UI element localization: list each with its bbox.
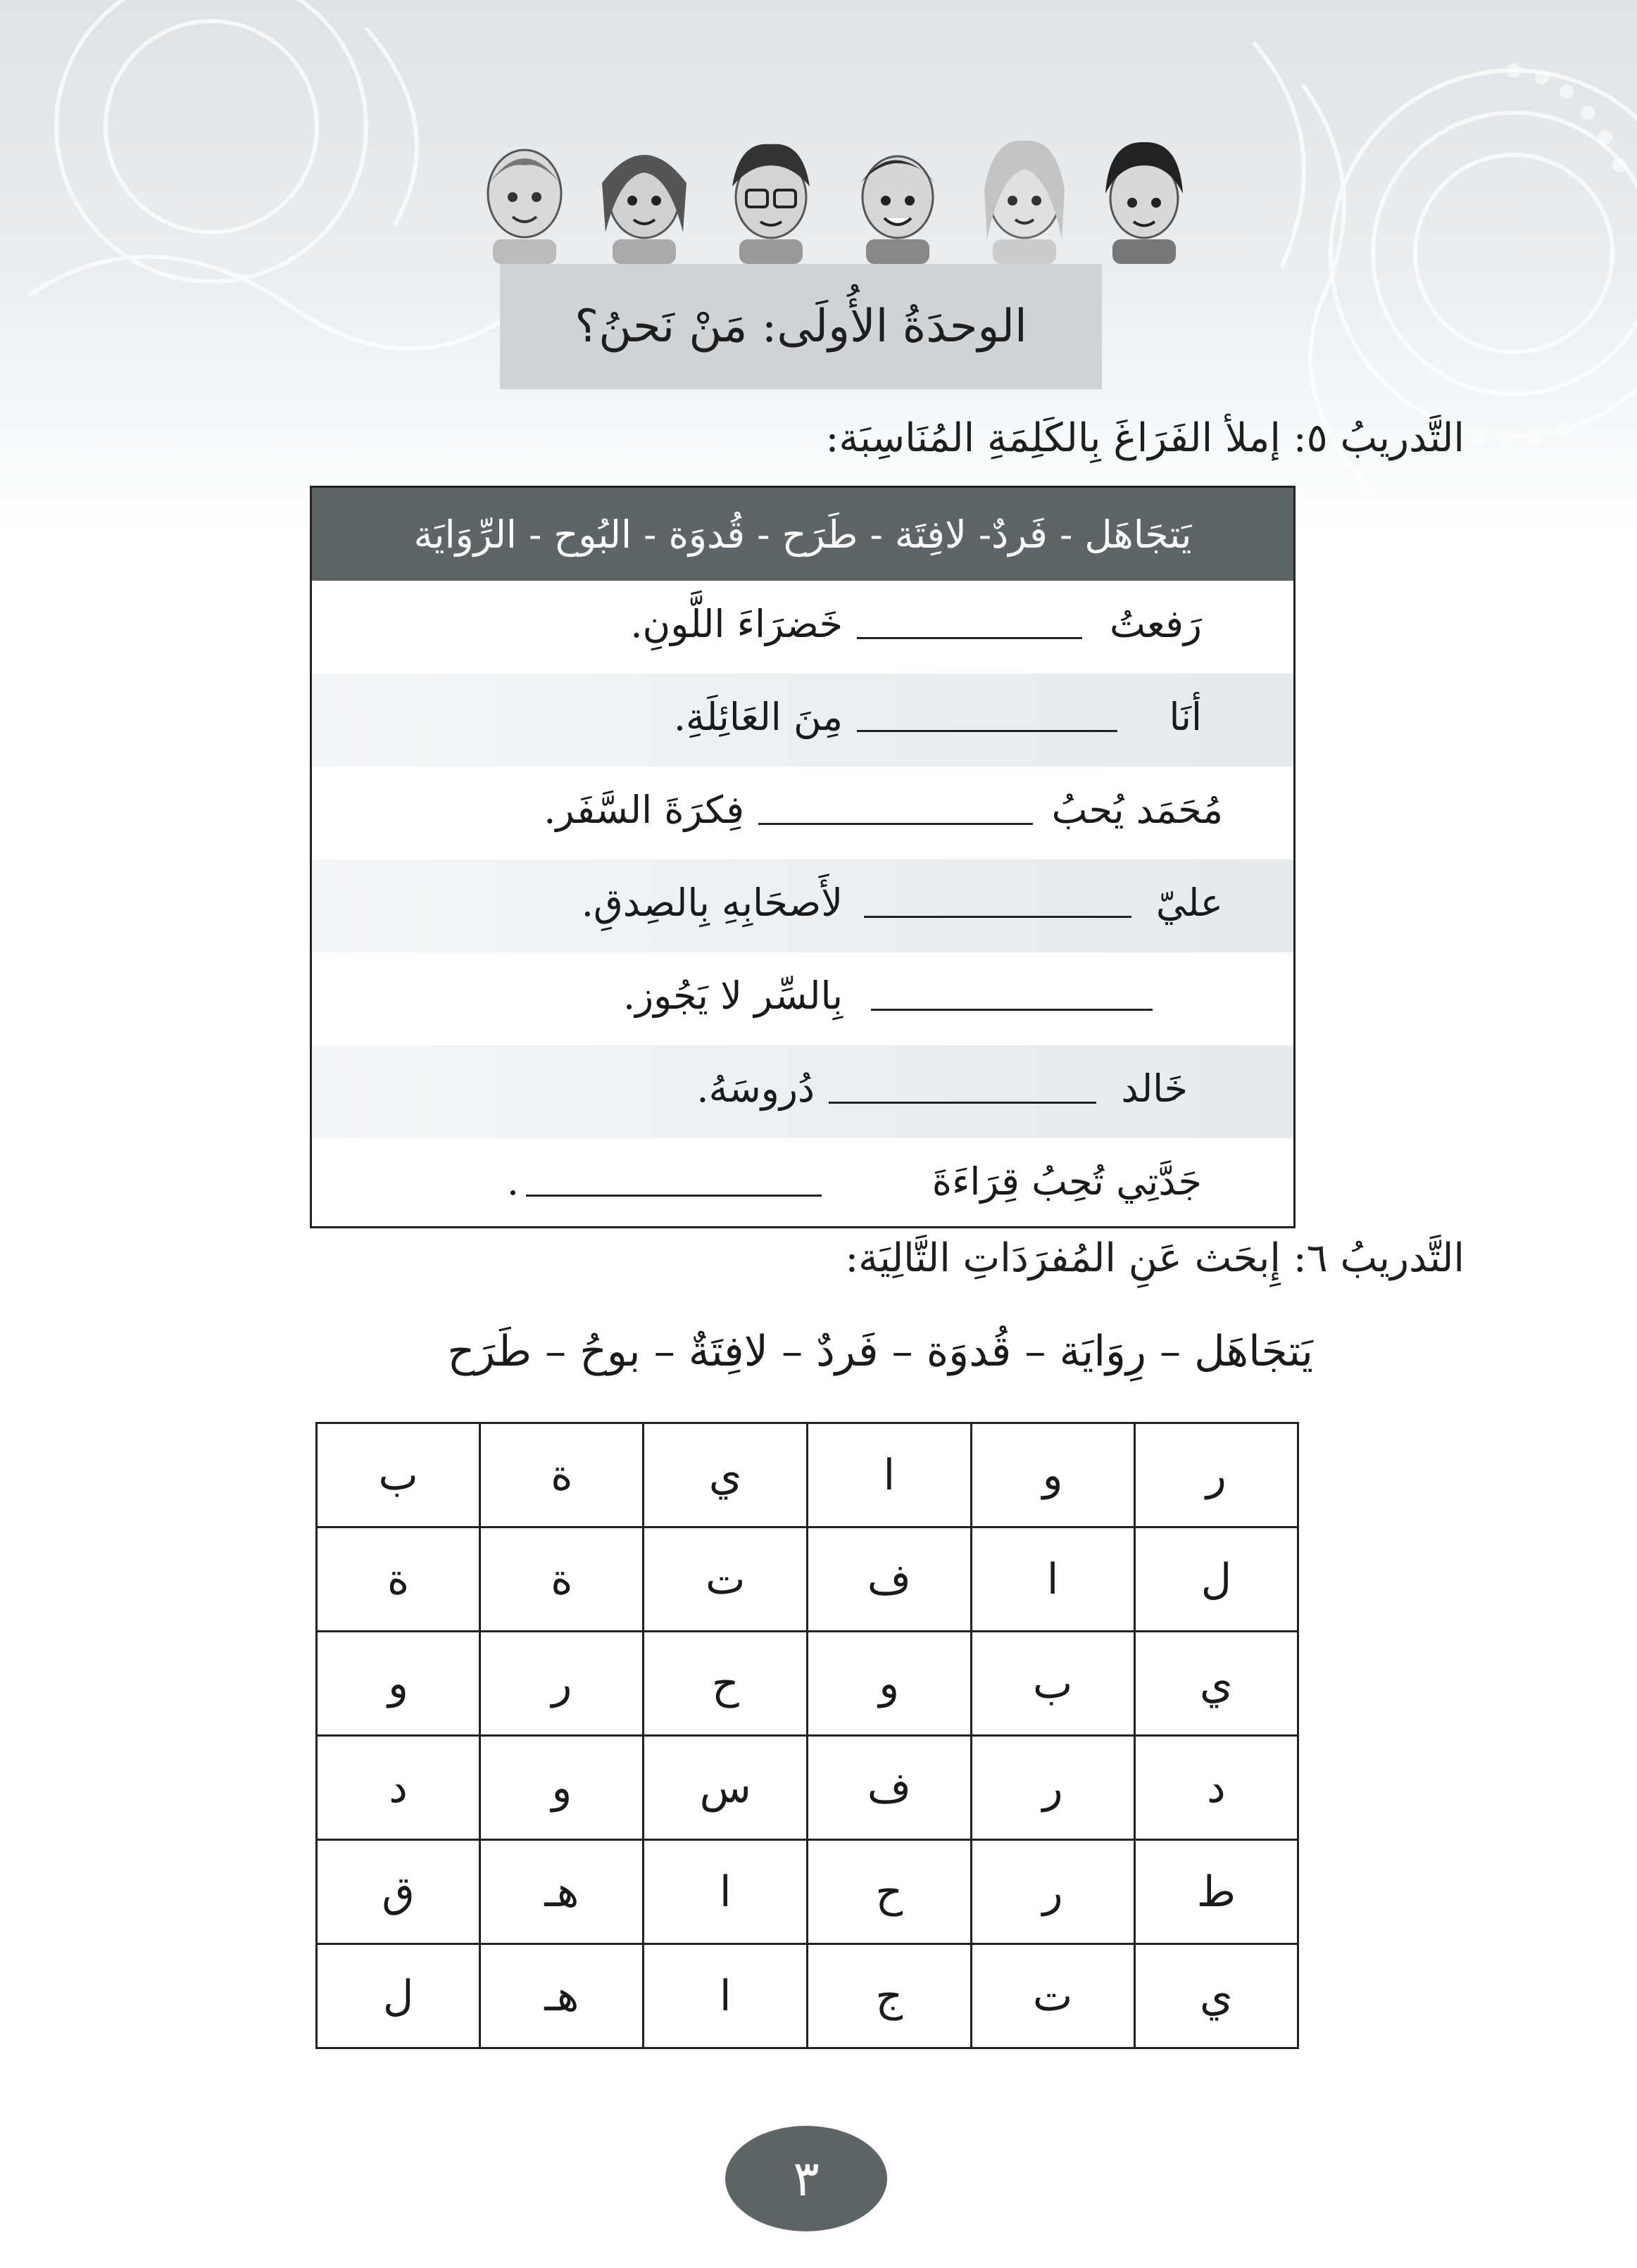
sentence-row [312, 767, 1293, 859]
sentence-row [312, 1138, 1293, 1228]
grid-cell[interactable]: ي [1134, 1632, 1298, 1736]
grid-cell[interactable]: هـ [480, 1944, 644, 2048]
boy-cartoon-icon [479, 134, 570, 267]
sentence-row [312, 859, 1293, 952]
grid-row [317, 1527, 1298, 1632]
grid-row [317, 1840, 1298, 1944]
grid-cell[interactable]: ج [808, 1944, 971, 2048]
sentence-end: دُروسَهُ. [696, 1066, 815, 1111]
answer-blank[interactable] [864, 916, 1131, 918]
answer-blank[interactable] [758, 823, 1033, 825]
page-number-label: ٣ [793, 2150, 820, 2207]
grid-cell[interactable]: ي [1134, 1944, 1298, 2048]
sentence-row [312, 1045, 1293, 1138]
grid-cell[interactable]: ر [1134, 1423, 1298, 1527]
boy-cartoon-icon [852, 134, 943, 267]
grid-cell[interactable]: ت [644, 1527, 808, 1632]
exercise-5-title: التَّدريبُ ٥: إملأ الفَرَاغَ بِالكَلِمَةِ المُنَاسِبَة: [825, 415, 1464, 461]
grid-row [317, 1423, 1298, 1527]
sentence-end: مِنَ العَائِلَةِ. [673, 695, 843, 739]
grid-cell[interactable]: و [317, 1632, 480, 1736]
grid-cell[interactable]: ب [317, 1423, 480, 1527]
grid-cell[interactable]: و [480, 1736, 644, 1840]
sentence-end: بِالسِّر لا يَجُوز. [622, 974, 843, 1018]
page-number [725, 2126, 887, 2231]
answer-blank[interactable] [829, 1102, 1096, 1104]
sentence-start: أنَا [1169, 695, 1202, 739]
sentence-start: جَدَّتِي تُحِبُ قِرَاءَةَ [932, 1159, 1202, 1204]
grid-cell[interactable]: د [1134, 1736, 1298, 1840]
grid-cell[interactable]: ل [1134, 1527, 1298, 1632]
girl-cartoon-icon [598, 134, 690, 267]
grid-cell[interactable]: و [971, 1423, 1134, 1527]
sentence-start: عليّ [1155, 881, 1223, 925]
grid-cell[interactable]: ح [644, 1632, 808, 1736]
grid-cell[interactable]: د [317, 1736, 480, 1840]
children-illustration [465, 134, 1197, 275]
grid-cell[interactable]: ة [480, 1423, 644, 1527]
grid-cell[interactable]: ف [808, 1527, 971, 1632]
grid-cell[interactable]: ا [644, 1840, 808, 1944]
grid-cell[interactable]: ف [808, 1736, 971, 1840]
grid-cell[interactable]: و [808, 1632, 971, 1736]
grid-cell[interactable]: س [644, 1736, 808, 1840]
word-bank: يَتجَاهَل - فَردٌ- لافِتَة - طَرَح - قُدوَة - البُوح - الرِّوَايَة [312, 488, 1293, 581]
sentence-row [312, 581, 1293, 674]
sentence-row [312, 674, 1293, 767]
sentence-start: رَفعتُ [1110, 602, 1202, 646]
grid-cell[interactable]: ا [808, 1423, 971, 1527]
grid-row [317, 1944, 1298, 2048]
exercise-6-title: التَّدريبُ ٦: إِبحَث عَنِ المُفرَدَاتِ التَّالِيَة: [845, 1235, 1464, 1281]
girl-cartoon-icon [1098, 134, 1190, 267]
search-words-list: يَتجَاهَل – رِوَايَة – قُدوَة – فَردٌ – لافِتَةٌ – بوحُ – طَرَح [447, 1327, 1313, 1376]
grid-cell[interactable]: ل [317, 1944, 480, 2048]
grid-row [317, 1632, 1298, 1736]
grid-cell[interactable]: ا [644, 1944, 808, 2048]
sentence-start: خَالد [1121, 1066, 1188, 1111]
answer-blank[interactable] [857, 637, 1082, 639]
grid-cell[interactable]: ي [644, 1423, 808, 1527]
answer-blank[interactable] [871, 1009, 1153, 1011]
grid-cell[interactable]: ح [808, 1840, 971, 1944]
sentence-end: . [506, 1159, 519, 1204]
girl-cartoon-icon [979, 134, 1070, 267]
grid-cell[interactable]: هـ [480, 1840, 644, 1944]
sentence-end: خَضرَاءَ اللَّونِ. [630, 602, 843, 646]
sentence-end: فِكرَةَ السَّفَر. [544, 788, 744, 832]
grid-cell[interactable]: ب [971, 1632, 1134, 1736]
unit-title: الوحدَةُ الأُولَى: مَنْ نَحنُ؟ [575, 301, 1027, 353]
word-search-grid [315, 1422, 1299, 2049]
grid-cell[interactable]: ت [971, 1944, 1134, 2048]
boy-glasses-cartoon-icon [725, 134, 817, 267]
grid-cell[interactable]: ا [971, 1527, 1134, 1632]
answer-blank[interactable] [857, 730, 1117, 732]
grid-cell[interactable]: ة [480, 1527, 644, 1632]
grid-row [317, 1736, 1298, 1840]
grid-cell[interactable]: ط [1134, 1840, 1298, 1944]
grid-cell[interactable]: ق [317, 1840, 480, 1944]
grid-cell[interactable]: ر [480, 1632, 644, 1736]
sentence-start: مُحَمَد يُحبُ [1051, 788, 1223, 832]
sentence-end: لأَصحَابِهِ بِالصِدقِ. [581, 881, 843, 925]
grid-cell[interactable]: ة [317, 1527, 480, 1632]
grid-cell[interactable]: ر [971, 1736, 1134, 1840]
unit-title-banner [500, 264, 1102, 389]
exercise-5-box [310, 486, 1296, 1228]
sentence-row [312, 952, 1293, 1045]
grid-cell[interactable]: ر [971, 1840, 1134, 1944]
answer-blank[interactable] [526, 1195, 822, 1197]
